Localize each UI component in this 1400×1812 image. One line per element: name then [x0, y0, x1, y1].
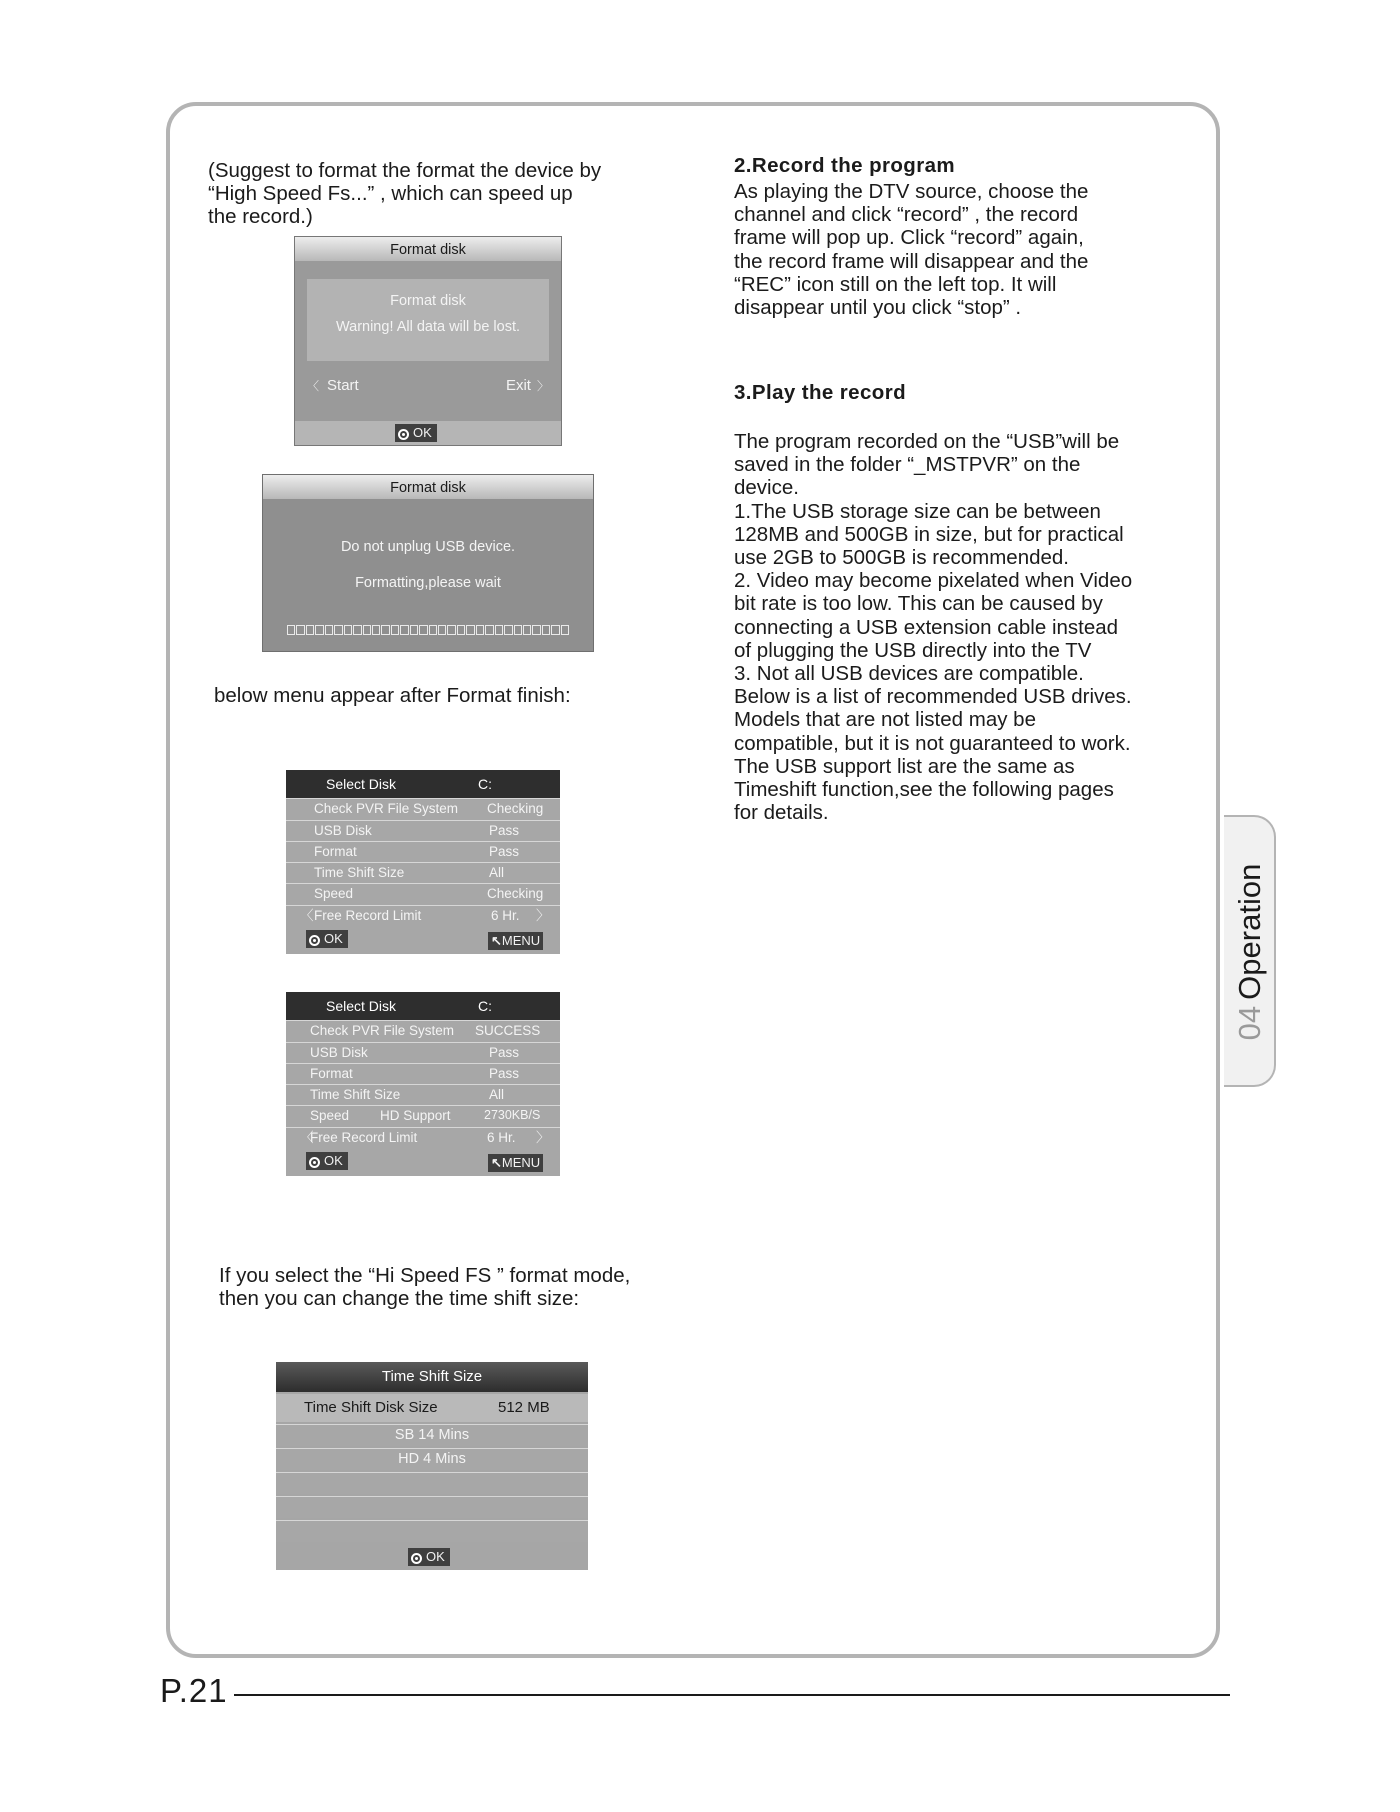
row-label: Check PVR File System	[310, 1023, 455, 1038]
select-disk-value: C:	[478, 776, 492, 792]
after-format-text: below menu appear after Format finish:	[214, 684, 571, 707]
menu-row	[286, 820, 560, 840]
menu-row-selected[interactable]	[286, 905, 560, 925]
empty-row	[276, 1472, 588, 1494]
menu-label: MENU	[501, 1155, 541, 1170]
empty-row	[276, 1496, 588, 1518]
ok-circle-icon	[398, 429, 409, 440]
dialog-title: Time Shift Size	[276, 1362, 588, 1392]
ok-button[interactable]	[408, 1548, 450, 1566]
page-number: P.21	[160, 1672, 228, 1709]
row-label: Time Shift Size	[310, 1087, 401, 1102]
menu-row	[286, 1020, 560, 1040]
chevron-right-icon: 〉	[536, 908, 550, 923]
select-disk-menu-success	[286, 992, 560, 1176]
unplug-warning: Do not unplug USB device.	[340, 539, 516, 555]
start-label: Start	[327, 377, 359, 394]
row-value: 6 Hr.	[491, 908, 520, 923]
menu-row-selected[interactable]	[286, 1127, 560, 1147]
chevron-right-icon: 〉	[536, 379, 549, 393]
menu-label: MENU	[501, 933, 541, 948]
ok-circle-icon	[309, 1157, 320, 1168]
row-value: SUCCESS	[475, 1023, 541, 1038]
section2-body: As playing the DTV source, choose the channel and click “record” , the record frame will pop up. Click “record” again, the record frame will disappear and the “REC” icon still on the left top. It will disappear until you click “stop” .	[734, 180, 1089, 320]
row-label: Check PVR File System	[314, 801, 459, 816]
sd-duration: SB 14 Mins	[276, 1424, 588, 1446]
menu-header[interactable]	[286, 770, 560, 798]
menu-row	[286, 1084, 560, 1104]
disk-size-value: 512 MB	[498, 1399, 550, 1416]
section3-body: The program recorded on the “USB”will be saved in the folder “_MSTPVR” on the device. 1.The USB storage size can be between 128MB and 500GB in size, but for practical use 2GB to 500GB is recommended. 2. Video may become pixelated when Video bit rate is too low. This can be caused by connecting a USB extension cable instead of plugging the USB directly into the TV 3. Not all USB devices are compatible. Below is a list of recommended USB drives. Models that are not listed may be compatible, but it is not guaranteed to work. The USB support list are the same as Timeshift function,see the following pages for details.	[734, 430, 1133, 825]
row-label: Format	[314, 844, 357, 859]
row-label: USB Disk	[314, 823, 372, 838]
row-label: Free Record Limit	[310, 1130, 418, 1145]
ok-button[interactable]	[306, 930, 348, 948]
hd-duration: HD 4 Mins	[276, 1448, 588, 1470]
menu-button[interactable]	[488, 1154, 543, 1172]
row-label: Speed	[314, 886, 354, 901]
ok-circle-icon	[411, 1553, 422, 1564]
row-label: Format	[310, 1066, 353, 1081]
select-disk-menu-checking	[286, 770, 560, 954]
intro-note: (Suggest to format the format the device by “High Speed Fs...” , which can speed up the record.)	[208, 159, 602, 229]
warning-box-title: Format disk	[390, 293, 466, 309]
chapter-label	[1232, 864, 1268, 1041]
row-value: 6 Hr.	[487, 1130, 516, 1145]
start-option[interactable]	[307, 377, 359, 394]
dialog-title: Format disk	[295, 237, 561, 261]
menu-row	[286, 1042, 560, 1062]
row-label: USB Disk	[310, 1045, 368, 1060]
menu-row	[286, 798, 560, 818]
warning-box	[307, 279, 549, 361]
footer-rule	[234, 1694, 1230, 1696]
exit-option[interactable]	[506, 377, 549, 394]
menu-row	[286, 1063, 560, 1083]
row-value: Pass	[489, 844, 520, 859]
ok-label: OK	[426, 1549, 445, 1564]
select-disk-value: C:	[478, 998, 492, 1014]
chevron-left-icon: 〈	[300, 908, 314, 923]
chevron-right-icon: 〉	[536, 1130, 550, 1145]
time-shift-size-dialog	[276, 1362, 588, 1570]
back-arrow-icon: ↖	[491, 933, 502, 948]
section2-heading: 2.Record the program	[734, 154, 956, 177]
hispeed-text: If you select the “Hi Speed FS ” format mode, then you can change the time shift size:	[219, 1264, 631, 1311]
menu-row	[286, 862, 560, 882]
disk-size-row[interactable]	[276, 1394, 588, 1422]
menu-row	[286, 883, 560, 903]
format-disk-dialog	[294, 236, 562, 446]
section3-heading: 3.Play the record	[734, 381, 907, 404]
menu-row	[286, 841, 560, 861]
row-value: All	[489, 1087, 505, 1102]
formatting-status: Formatting,please wait	[355, 575, 501, 591]
row-label: Speed	[310, 1108, 350, 1123]
ok-label: OK	[413, 425, 432, 440]
exit-label: Exit	[505, 377, 531, 394]
ok-circle-icon	[309, 935, 320, 946]
ok-button[interactable]	[306, 1152, 348, 1170]
select-disk-label: Select Disk	[326, 776, 397, 792]
row-value: Pass	[489, 823, 520, 838]
ok-label: OK	[324, 1153, 343, 1168]
row-extra: HD Support	[380, 1108, 451, 1123]
select-disk-label: Select Disk	[326, 998, 397, 1014]
empty-row	[276, 1520, 588, 1542]
chapter-title: Operation	[1232, 863, 1267, 1000]
ok-label: OK	[324, 931, 343, 946]
disk-size-label: Time Shift Disk Size	[304, 1399, 438, 1416]
row-value: Pass	[489, 1066, 520, 1081]
menu-header[interactable]	[286, 992, 560, 1020]
warning-text: Warning! All data will be lost.	[335, 319, 521, 335]
row-value: All	[489, 865, 505, 880]
row-value: 2730KB/S	[484, 1108, 541, 1122]
row-label: Free Record Limit	[314, 908, 422, 923]
menu-row	[286, 1105, 560, 1125]
chapter-number: 04	[1232, 1005, 1267, 1041]
row-value: Checking	[487, 886, 544, 901]
formatting-dialog	[262, 474, 594, 652]
back-arrow-icon: ↖	[491, 1155, 502, 1170]
chevron-left-icon: 〈	[300, 1130, 314, 1145]
ok-button[interactable]	[395, 424, 437, 442]
row-value: Pass	[489, 1045, 520, 1060]
row-label: Time Shift Size	[314, 865, 405, 880]
chevron-left-icon: 〈	[307, 379, 320, 393]
progress-bar	[287, 625, 569, 635]
row-value: Checking	[487, 801, 544, 816]
dialog-title: Format disk	[263, 475, 593, 499]
menu-button[interactable]	[488, 932, 543, 950]
